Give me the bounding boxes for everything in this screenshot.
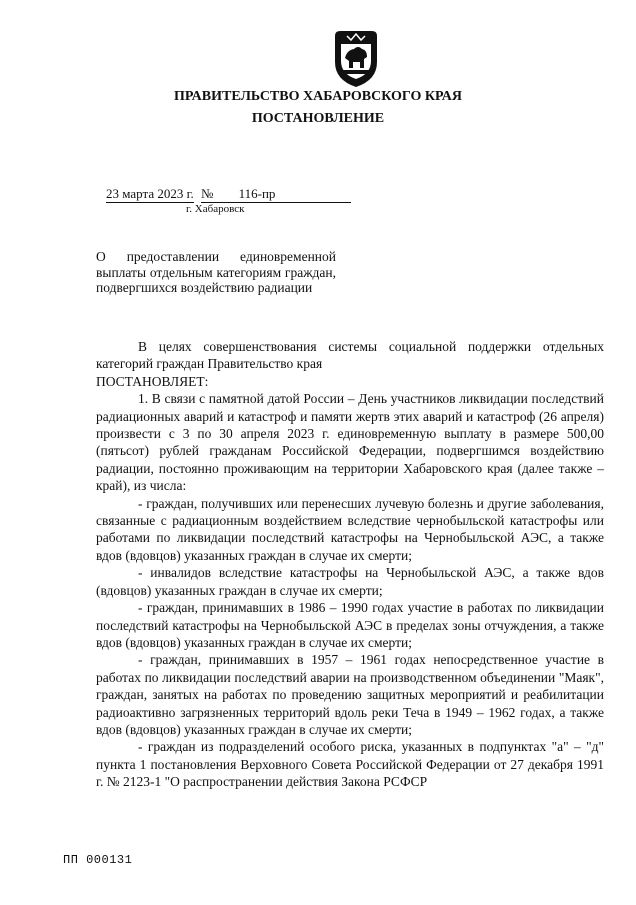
body-paragraph: - инвалидов вследствие катастрофы на Чернобыльской АЭС, а также вдов (вдовцов) указанных граждан в случае их смерти; bbox=[96, 565, 604, 598]
number-field bbox=[201, 186, 351, 203]
document-date-line bbox=[106, 186, 351, 203]
form-serial-number: ПП 000131 bbox=[63, 853, 133, 867]
document-city: г. Хабаровск bbox=[186, 203, 245, 215]
number-label: № bbox=[200, 186, 214, 201]
body-paragraph: - граждан из подразделений особого риска, указанных в подпунктах "а" – "д" пункта 1 постановления Верховного Совета Российской Федерации от 27 декабря 1991 г. № 2123-1 "О распространении действия Закона РСФСР bbox=[96, 739, 604, 790]
document-date: 23 марта 2023 г. bbox=[106, 186, 194, 201]
document-number: 116-пр bbox=[238, 186, 276, 201]
body-paragraph: - граждан, принимавших в 1986 – 1990 годах участие в работах по ликвидации последствий катастрофы на Чернобыльской АЭС в пределах зоны отчуждения, а также вдов (вдовцов) указанных граждан в случае их смерти; bbox=[96, 600, 604, 650]
coat-of-arms-icon bbox=[331, 28, 381, 90]
body-paragraph: - граждан, принимавших в 1957 – 1961 годах непосредственное участие в работах по ликвидации последствий аварии на производственном объединении "Маяк", граждан, занятых на работах по проведению защитных мероприятий и реабилитации радиоактивно загрязненных территорий вдоль реки Теча в 1949 – 1962 годах, а также вдов (вдовцов) указанных граждан в случае их смерти; bbox=[96, 652, 604, 737]
body-paragraph: 1. В связи с памятной датой России – День участников ликвидации последствий радиационных аварий и катастроф и памяти жертв этих аварий и катастроф (26 апреля) произвести с 3 по 30 апреля 2023 г. единовременную выплату в размере 500,00 (пятьсот) рублей гражданам Российской Федерации, подвергшимся воздействию радиации, постоянно проживающим на территории Хабаровского края (далее также – край), из числа: bbox=[96, 391, 604, 494]
document-type: ПОСТАНОВЛЕНИЕ bbox=[251, 111, 385, 126]
resolves-heading: ПОСТАНОВЛЯЕТ: bbox=[96, 373, 209, 389]
body-paragraph: - граждан, получивших или перенесших лучевую болезнь и другие заболевания, связанные с радиационным воздействием вследствие чернобыльской катастрофы или работами по ликвидации последствий катастрофы на Чернобыльской АЭС, а также вдов (вдовцов) указанных граждан в случае их смерти; bbox=[96, 495, 604, 563]
document-subject: О предоставлении единовременной выплаты отдельным категориям граждан, подвергшихся воздействию радиации bbox=[96, 249, 336, 295]
issuing-authority: ПРАВИТЕЛЬСТВО ХАБАРОВСКОГО КРАЯ bbox=[174, 89, 462, 104]
document-body bbox=[96, 338, 604, 791]
intro-paragraph: В целях совершенствования системы социальной поддержки отдельных категорий граждан Правительство края bbox=[96, 339, 604, 372]
